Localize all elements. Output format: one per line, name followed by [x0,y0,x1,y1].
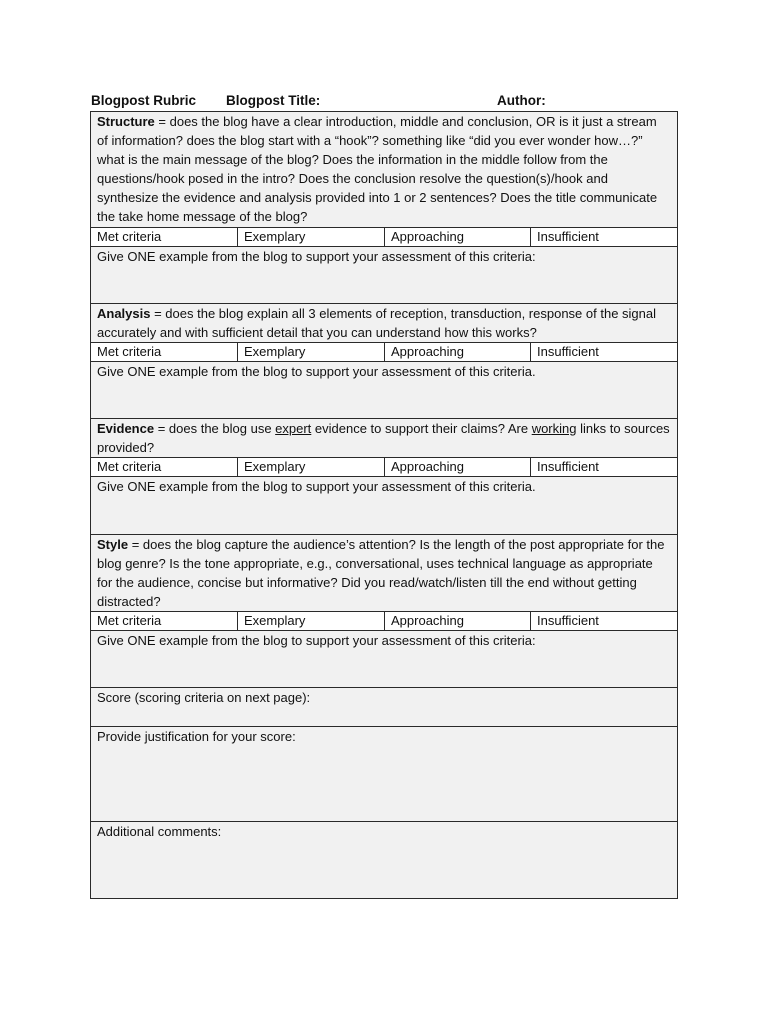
criterion-name: Evidence [97,421,155,436]
example-field[interactable] [91,631,678,688]
criterion-name: Structure [97,114,155,129]
example-prompt: Give ONE example from the blog to support your assessment of this criteria. [91,477,678,535]
criterion-text: evidence to support their claims? Are [311,421,532,436]
criterion-name: Style [97,537,129,552]
rating-met-criteria[interactable]: Met criteria [91,343,238,362]
rating-met-criteria[interactable]: Met criteria [91,612,238,631]
rating-met-criteria[interactable]: Met criteria [91,458,238,477]
rating-row [91,228,678,247]
rating-insufficient[interactable]: Insufficient [531,343,678,362]
rating-exemplary[interactable]: Exemplary [238,458,385,477]
underlined-word: working [531,421,577,436]
criterion-text: = does the blog use [154,421,276,436]
rating-row [91,458,678,477]
criterion-evidence-row [91,419,678,458]
rating-row [91,343,678,362]
rating-insufficient[interactable]: Insufficient [531,228,678,247]
rubric-label: Blogpost Rubric [91,93,196,108]
rubric-header [91,93,677,111]
example-prompt: Give ONE example from the blog to support your assessment of this criteria: [91,247,678,304]
criterion-name: Analysis [97,306,151,321]
rating-met-criteria[interactable]: Met criteria [91,228,238,247]
criterion-text: links to sources provided? [97,421,670,455]
criterion-style-row [91,535,678,612]
example-field[interactable] [91,362,678,419]
example-field[interactable] [91,247,678,304]
rubric-table [90,111,678,899]
author-label: Author: [497,93,546,108]
rating-approaching[interactable]: Approaching [385,458,531,477]
underlined-word: expert [275,421,312,436]
rating-approaching[interactable]: Approaching [385,228,531,247]
criterion-text: = does the blog explain all 3 elements of reception, transduction, response of the signal accurately and with sufficient detail that you can understand how this works? [97,306,656,340]
score-label: Score (scoring criteria on next page): [91,688,678,727]
rating-approaching[interactable]: Approaching [385,343,531,362]
criterion-structure-description [91,112,678,228]
comments-field[interactable] [91,822,678,899]
criterion-style-description [91,535,678,612]
justification-field[interactable] [91,727,678,822]
rating-exemplary[interactable]: Exemplary [238,343,385,362]
criterion-text: = does the blog have a clear introduction, middle and conclusion, OR is it just a stream of information? does the blog start with a “hook”? something like “did you ever wonder how…?” what is the main message of the blog? Does the information in the middle follow from the questions/hook posed in the intro? Does the conclusion resolve the question(s)/hook and synthesize the evidence and analysis provided into 1 or 2 sentences? Does the title communicate the take home message of the blog? [97,114,658,224]
justification-label: Provide justification for your score: [91,727,678,822]
rating-exemplary[interactable]: Exemplary [238,228,385,247]
criterion-analysis-row [91,304,678,343]
rating-insufficient[interactable]: Insufficient [531,612,678,631]
rating-approaching[interactable]: Approaching [385,612,531,631]
criterion-text: = does the blog capture the audience’s attention? Is the length of the post appropriate for the blog genre? Is the tone appropriate, e.g., conversational, uses technical language as appropriate for the audience, concise but informative? Did you read/watch/listen till the end without getting distracted? [97,537,665,609]
score-field[interactable] [91,688,678,727]
rating-exemplary[interactable]: Exemplary [238,612,385,631]
rating-insufficient[interactable]: Insufficient [531,458,678,477]
comments-label: Additional comments: [91,822,678,899]
example-prompt: Give ONE example from the blog to support your assessment of this criteria: [91,631,678,688]
criterion-structure-row [91,112,678,228]
criterion-evidence-description [91,419,678,458]
rating-row [91,612,678,631]
criterion-analysis-description [91,304,678,343]
blogpost-title-label: Blogpost Title: [226,93,321,108]
example-prompt: Give ONE example from the blog to support your assessment of this criteria. [91,362,678,419]
example-field[interactable] [91,477,678,535]
